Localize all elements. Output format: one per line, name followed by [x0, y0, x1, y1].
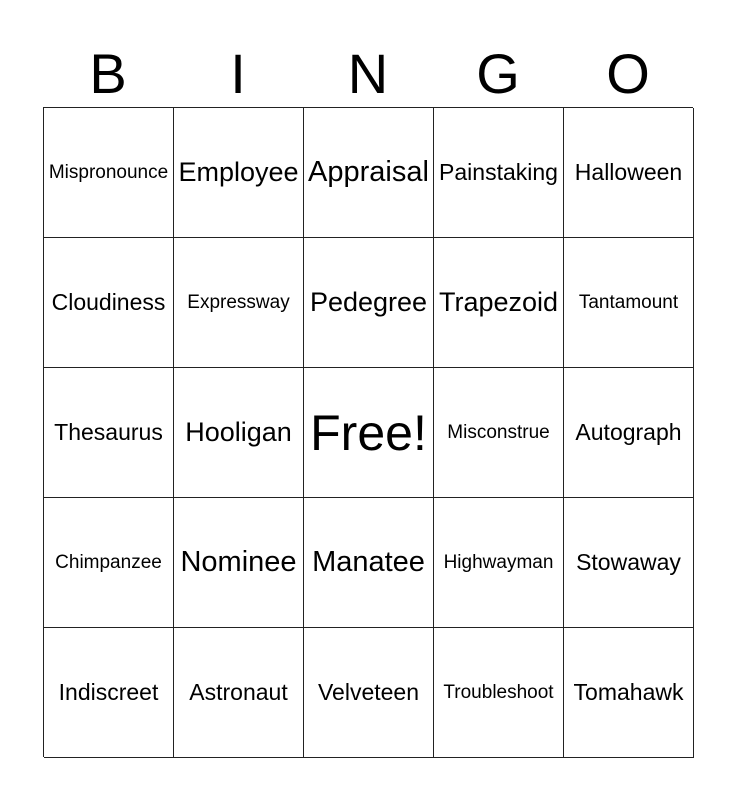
- bingo-cell: Tantamount: [564, 238, 694, 368]
- bingo-cell: Painstaking: [434, 108, 564, 238]
- bingo-cell: Highwayman: [434, 498, 564, 628]
- bingo-cell: Thesaurus: [44, 368, 174, 498]
- bingo-cell: Expressway: [174, 238, 304, 368]
- bingo-cell: Indiscreet: [44, 628, 174, 758]
- bingo-cell: Appraisal: [304, 108, 434, 238]
- bingo-cell: Pedegree: [304, 238, 434, 368]
- header-letter-i: I: [230, 42, 246, 105]
- bingo-cell: Manatee: [304, 498, 434, 628]
- header-letter-n: N: [347, 42, 389, 105]
- bingo-cell: Astronaut: [174, 628, 304, 758]
- header-letter-b: B: [89, 42, 127, 105]
- bingo-cell: Trapezoid: [434, 238, 564, 368]
- bingo-cell: Troubleshoot: [434, 628, 564, 758]
- bingo-cell: Autograph: [564, 368, 694, 498]
- bingo-cell: Mispronounce: [44, 108, 174, 238]
- header-letter-o: O: [606, 42, 650, 105]
- bingo-cell: Cloudiness: [44, 238, 174, 368]
- header-letter-g: G: [476, 42, 520, 105]
- bingo-cell: Misconstrue: [434, 368, 564, 498]
- bingo-cell: Employee: [174, 108, 304, 238]
- bingo-board: [43, 107, 693, 757]
- bingo-cell: Velveteen: [304, 628, 434, 758]
- bingo-cell: Stowaway: [564, 498, 694, 628]
- bingo-header: [43, 40, 693, 108]
- bingo-cell: Hooligan: [174, 368, 304, 498]
- bingo-cell: Halloween: [564, 108, 694, 238]
- bingo-cell: Nominee: [174, 498, 304, 628]
- bingo-cell: Tomahawk: [564, 628, 694, 758]
- bingo-cell: Chimpanzee: [44, 498, 174, 628]
- free-space-cell: Free!: [304, 368, 434, 498]
